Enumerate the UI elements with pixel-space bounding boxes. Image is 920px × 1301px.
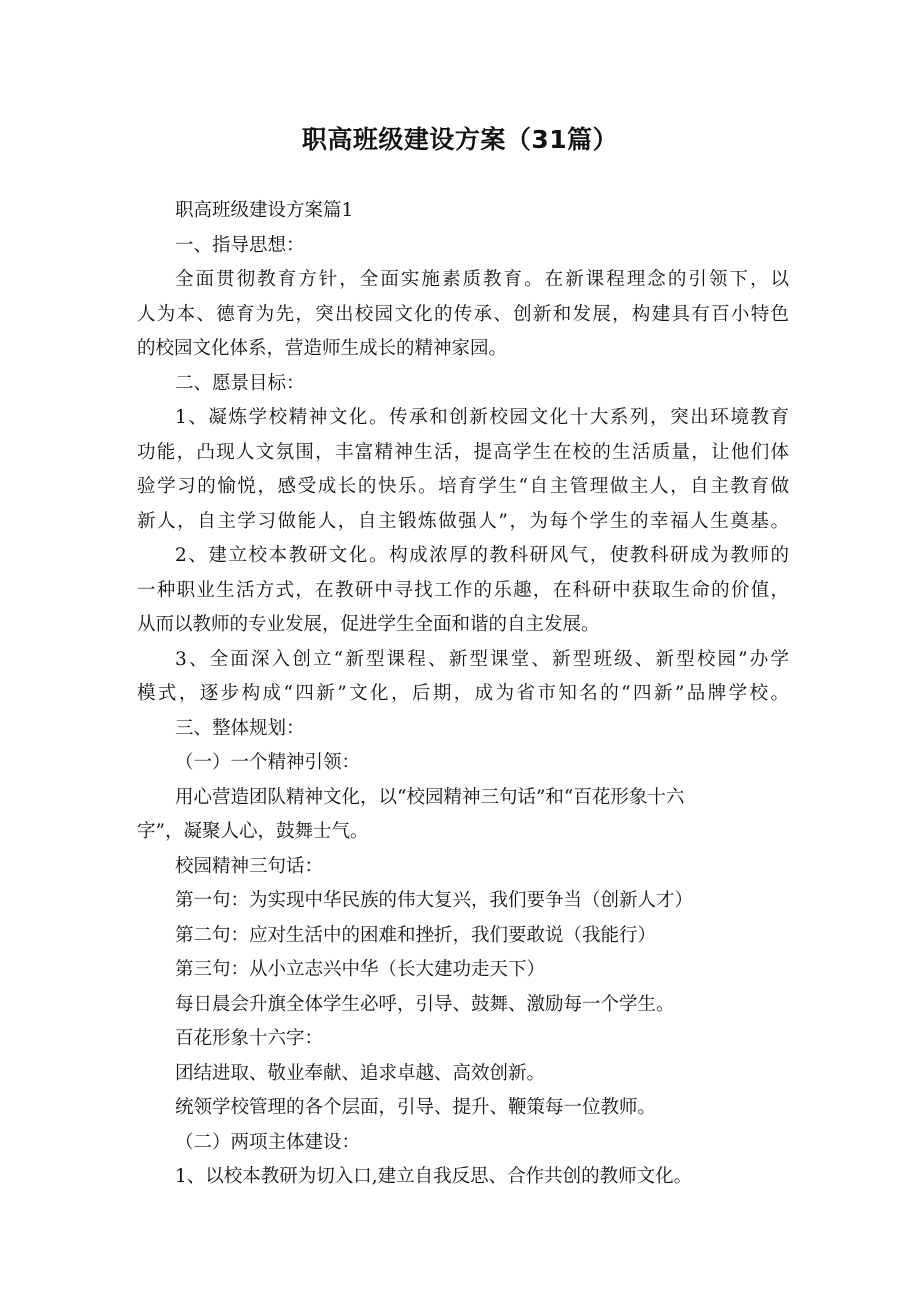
paragraph-line: 第三句：从小立志兴中华（长大建功走天下） [175, 959, 546, 980]
paragraph-line: 团结进取、敬业奉献、追求卓越、高效创新。 [175, 1062, 546, 1084]
paragraph-line: 2、建立校本教研文化。构成浓厚的教科研风气，使教科研成为教师的 [175, 545, 789, 566]
paragraph-line: 校园精神三句话： [175, 855, 324, 877]
paragraph-line: 1、以校本教研为切入口,建立自我反思、合作共创的教师文化。 [175, 1166, 693, 1187]
paragraph-line: 从而以教师的专业发展，促进学生全面和谐的自主发展。 [137, 614, 600, 635]
paragraph-line: 的校园文化体系，营造师生成长的精神家园。 [137, 338, 508, 359]
paragraph-line: 功能，凸现人文氛围，丰富精神生活，提高学生在校的生活质量，让他们体 [137, 441, 789, 463]
paragraph-line: 字”，凝聚人心，鼓舞士气。 [137, 821, 369, 842]
section-heading: 职高班级建设方案篇1 [175, 200, 354, 221]
paragraph-line: 验学习的愉悦，感受成长的快乐。培育学生“自主管理做主人，自主教育做 [137, 476, 789, 497]
paragraph-line: 全面贯彻教育方针，全面实施素质教育。在新课程理念的引领下，以 [175, 269, 789, 290]
paragraph-line: 新人，自主学习做能人，自主锻炼做强人”，为每个学生的幸福人生奠基。 [137, 510, 789, 532]
paragraph-line: 每日晨会升旗全体学生必呼，引导、鼓舞、激励每一个学生。 [175, 993, 675, 1015]
paragraph-line: 统领学校管理的各个层面，引导、提升、鞭策每一位教师。 [175, 1097, 657, 1118]
paragraph-line: 百花形象十六字： [175, 1028, 324, 1049]
paragraph-line: 第一句：为实现中华民族的伟大复兴，我们要争当（创新人才） [175, 890, 694, 911]
subheading-one-spirit: （一）一个精神引领： [175, 752, 361, 773]
heading-guiding-ideology: 一、指导思想： [175, 234, 305, 256]
paragraph-line: 一种职业生活方式，在教研中寻找工作的乐趣，在科研中获取生命的价值， [137, 579, 789, 601]
paragraph-line: 模式，逐步构成“四新”文化，后期，成为省市知名的“四新”品牌学校。 [137, 683, 789, 704]
heading-overall-plan: 三、整体规划： [175, 717, 305, 739]
paragraph-line: 用心营造团队精神文化，以“校园精神三句话”和“百花形象十六 [175, 786, 685, 808]
paragraph-line: 1、凝炼学校精神文化。传承和创新校园文化十大系列，突出环境教育 [175, 407, 789, 428]
paragraph-line: 人为本、德育为先，突出校园文化的传承、创新和发展，构建具有百小特色 [137, 303, 789, 325]
document-body [137, 194, 789, 1195]
paragraph-line: 3、全面深入创立“新型课程、新型课堂、新型班级、新型校园”办学 [175, 648, 789, 670]
paragraph-line: 第二句：应对生活中的困难和挫折，我们要敢说（我能行） [175, 924, 657, 946]
subheading-two-constructions: （二）两项主体建设： [175, 1131, 361, 1153]
heading-vision-goals: 二、愿景目标： [175, 372, 305, 394]
document-title: 职高班级建设方案（31篇） [301, 125, 619, 154]
